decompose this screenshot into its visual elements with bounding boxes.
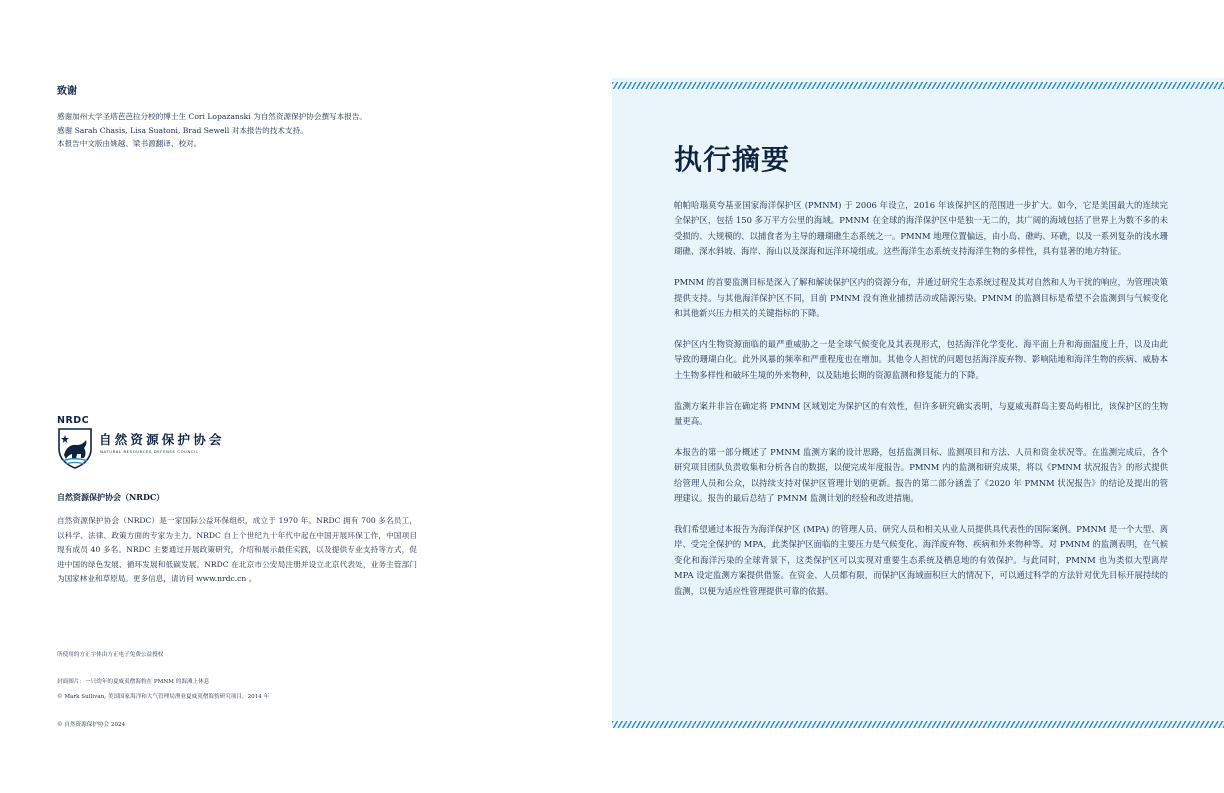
font-credit: 所使用的方正字体由方正电子免费公益授权: [57, 652, 164, 658]
logo-name-zh: 自然资源保护协会: [99, 432, 225, 447]
polar-bear-shield-icon: [57, 427, 93, 469]
summary-paragraph: PMNM 的首要监测目标是深入了解和解读保护区内的资源分布，并通过研究生态系统过程及其对自然和人为干扰的响应，为管理决策提供支持。与其他海洋保护区不同，目前 PMNM 没有渔业捕捞活动或陆源污染。PMNM 的监测目标是希望不会监测到与气候变化和其他新兴压力相关的关键指标的下降。: [674, 277, 1168, 318]
cover-photo-credit: © Mark Sullivan, 美国国家海洋和大气管理局渔业夏威夷僧海豹研究项目，2014 年: [57, 694, 270, 700]
acknowledgement-line: 感谢加州大学圣塔芭芭拉分校的博士生 Cori Lopazanski 为自然资源保护协会撰写本报告。: [57, 112, 368, 121]
summary-paragraph: 保护区内生物资源面临的最严重威胁之一是全球气候变化及其表现形式，包括海洋化学变化、海平面上升和海面温度上升，以及由此导致的珊瑚白化。此外风暴的频率和严重程度也在增加。其他令人担忧的问题包括海洋废弃物、影响陆地和海洋生物的疾病、威胁本土生物多样性和破坏生境的外来物种，以及陆地长期的资源监测和修复能力的下降。: [674, 338, 1168, 380]
executive-summary-body: [674, 198, 1168, 615]
cover-photo-caption: 封面图片：一只幼年的夏威夷僧海豹在 PMNM 的海滩上休息: [57, 679, 210, 685]
executive-summary-panel: [612, 78, 1224, 728]
summary-paragraph: 我们希望通过本报告为海洋保护区 (MPA) 的管理人员、研究人员和相关从业人员提供具代表性的国际案例。PMNM 是一个大型、离岸、受完全保护的 MPA，此类保护区面临的主要压力是气候变化、海洋废弃物、疾病和外来物种等。对 PMNM 的监测表明，在气候变化和海洋污染的全球背景下，这类保护区可以实现对重要生态系统及栖息地的有效保护。与此同时，PMNM 也为类似大型离岸 MPA 设定监测方案提供借鉴。在资金、人员都有限，而保护区海域面积巨大的情况下，可以通过科学的方法针对优先目标开展持续的监测，以便为适应性管理提供可靠的依据。: [674, 524, 1168, 596]
logo-acronym: NRDC: [57, 415, 90, 426]
page-title: 执行摘要: [674, 143, 791, 176]
logo-name-en: NATURAL RESOURCES DEFENSE COUNCIL: [100, 449, 199, 454]
acknowledgement-line: 感谢 Sarah Chasis, Lisa Suatoni, Brad Sewell 对本报告的技术支持。: [57, 125, 308, 135]
decorative-stripe-top: [612, 82, 1224, 89]
about-body: 自然资源保护协会（NRDC）是一家国际公益环保组织，成立于 1970 年。NRDC 拥有 700 多名员工，以科学、法律、政策方面的专家为主力。NRDC 自上个世纪九十年代中起在中国开展环保工作，中国项目现有成员 40 多名。NRDC 主要通过开展政策研究，介绍和展示最佳实践，以及提供专业支持等方式，促进中国的绿色发展、循环发展和低碳发展。NRDC 在北京市公安局注册并设立北京代表处，业务主管部门为国家林业和草原局。更多信息，请访问 www.nrdc.cn 。: [57, 516, 417, 584]
copyright: © 自然资源保护协会 2024: [57, 722, 126, 728]
acknowledgements-text: [57, 110, 577, 151]
acknowledgements-title: 致谢: [57, 86, 77, 97]
nrdc-logo: [57, 415, 257, 471]
about-heading: 自然资源保护协会（NRDC）: [57, 492, 165, 502]
summary-paragraph: 监测方案并非旨在确定将 PMNM 区域划定为保护区的有效性，但许多研究确实表明，与夏威夷群岛主要岛屿相比，该保护区的生物量更高。: [674, 400, 1168, 426]
acknowledgement-line: 本报告中文版由姚越、梁书源翻译、校对。: [57, 139, 202, 148]
summary-paragraph: 本报告的第一部分概述了 PMNM 监测方案的设计思路，包括监测目标、监测项目和方法、人员和资金状况等。在监测完成后，各个研究项目团队负责收集和分析各自的数据，以便完成年度报告。PMNM 内的监测和研究成果，将以《PMNM 状况报告》的形式提供给管理人员和公众，以持续支持对保护区管理计划的更新。报告的第二部分涵盖了《2020 年 PMNM 状况报告》的结论及提出的管理建议。报告的最后总结了 PMNM 监测计划的经验和改进措施。: [674, 446, 1168, 504]
decorative-stripe-bottom: [612, 721, 1224, 728]
summary-paragraph: 帕帕哈瑙莫夸基亚国家海洋保护区 (PMNM) 于 2006 年设立，2016 年该保护区的范围进一步扩大。如今，它是美国最大的连续完全保护区，包括 150 多万平方公里的海域。PMNM 在全球的海洋保护区中是独一无二的，其广阔的海域包括了世界上为数不多的未受损的、大规模的、以捕食者为主导的珊瑚礁生态系统之一。PMNM 地理位置偏远，由小岛、礁屿、环礁，以及一系列复杂的浅水珊瑚礁、深水斜坡、海岸、海山以及深海和远洋环境组成。这些海洋生态系统支持海洋生物的多样性，具有显著的地方特征。: [674, 200, 1168, 257]
